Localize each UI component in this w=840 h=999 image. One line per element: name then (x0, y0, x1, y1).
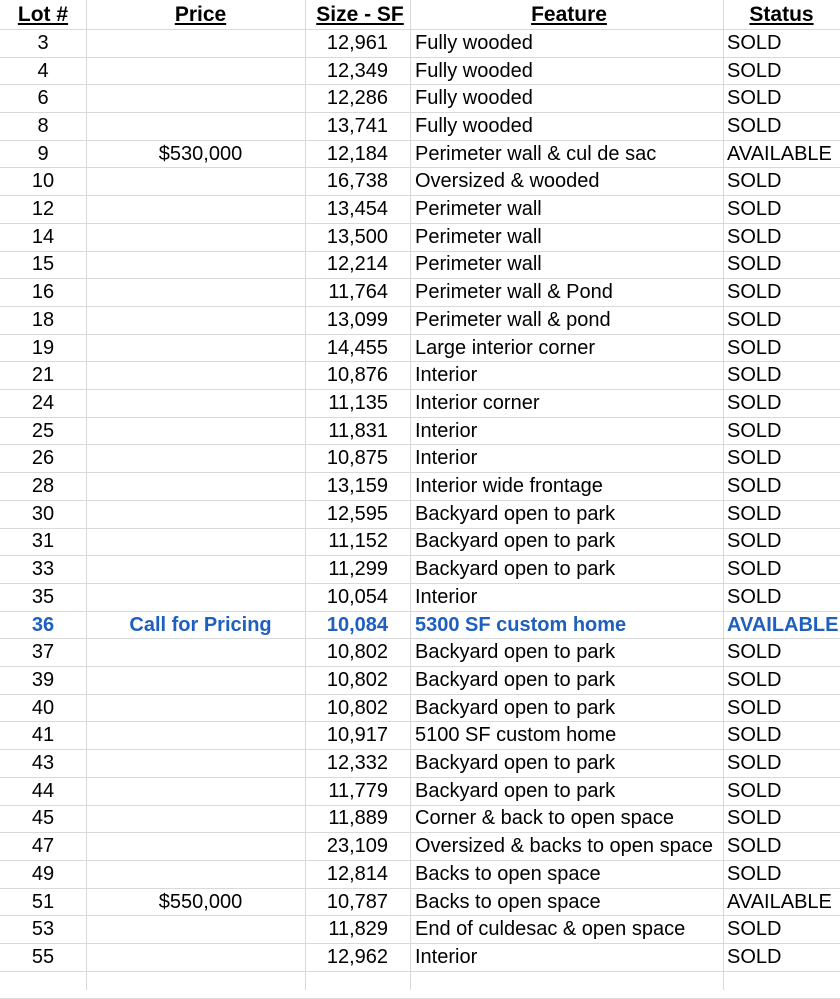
cell-price[interactable] (86, 723, 315, 750)
cell-feature[interactable]: Interior (415, 585, 478, 608)
table-row (0, 30, 840, 58)
cell-price[interactable] (86, 833, 315, 860)
cell-status[interactable]: SOLD (727, 31, 782, 54)
table-row (0, 806, 840, 834)
cell-price[interactable] (86, 335, 315, 362)
cell-status[interactable]: SOLD (727, 530, 782, 553)
table-row (0, 639, 840, 667)
cell-size[interactable]: 10,917 (326, 724, 388, 747)
cell-lot[interactable]: 53 (31, 918, 55, 941)
cell-feature[interactable]: Interior (415, 364, 478, 387)
table-row (0, 362, 840, 390)
header-lot[interactable]: Lot # (17, 2, 69, 26)
cell-status[interactable]: SOLD (727, 585, 782, 608)
cell-feature[interactable]: Fully wooded (415, 114, 533, 137)
table-row (0, 612, 840, 640)
cell-price[interactable] (86, 861, 315, 888)
cell-feature[interactable]: Backyard open to park (415, 779, 616, 802)
table-row (0, 390, 840, 418)
cell-lot[interactable]: 14 (31, 225, 55, 248)
cell-feature[interactable]: 5100 SF custom home (415, 724, 617, 747)
cell-price[interactable] (86, 667, 315, 694)
cell-lot[interactable]: 45 (31, 807, 55, 830)
cell-price[interactable] (86, 806, 315, 833)
cell-size[interactable]: 11,779 (328, 779, 388, 802)
table-row (0, 58, 840, 86)
cell-feature[interactable]: Backyard open to park (415, 668, 616, 691)
cell-feature[interactable]: Interior wide frontage (415, 475, 603, 498)
cell-price[interactable] (86, 529, 315, 556)
table-row (0, 556, 840, 584)
cell-size[interactable]: 13,741 (326, 114, 388, 137)
cell-feature[interactable]: Perimeter wall (415, 198, 542, 221)
cell-size[interactable]: 12,214 (326, 253, 388, 276)
cell-status[interactable]: SOLD (727, 225, 782, 248)
table-row (0, 861, 840, 889)
cell-status[interactable]: SOLD (727, 87, 782, 110)
cell-price[interactable] (86, 224, 315, 251)
cell-lot[interactable]: 37 (31, 641, 55, 664)
table-row (0, 418, 840, 446)
table-row (0, 529, 840, 557)
cell-lot[interactable]: 30 (31, 502, 55, 525)
cell-size[interactable]: 10,802 (326, 641, 388, 664)
header-status[interactable]: Status (749, 2, 814, 26)
table-row (0, 446, 840, 474)
cell-price[interactable] (86, 695, 315, 722)
cell-size[interactable]: 10,875 (326, 447, 388, 470)
cell-lot[interactable]: 55 (31, 945, 55, 968)
cell-feature[interactable]: Interior (415, 945, 478, 968)
cell-price[interactable] (86, 85, 315, 112)
cell-price[interactable] (86, 252, 315, 279)
cell-feature[interactable]: Backyard open to park (415, 641, 616, 664)
cell-status[interactable]: SOLD (727, 475, 782, 498)
cell-price[interactable] (86, 446, 315, 473)
table-row (0, 279, 840, 307)
cell-size[interactable]: 11,889 (328, 807, 388, 830)
cell-lot[interactable]: 16 (31, 281, 55, 304)
cell-lot[interactable]: 44 (31, 779, 55, 802)
cell-feature[interactable]: Large interior corner (415, 336, 596, 359)
cell-status[interactable]: SOLD (727, 281, 782, 304)
cell-status[interactable]: SOLD (727, 641, 782, 664)
cell-feature[interactable]: Fully wooded (415, 31, 533, 54)
cell-status[interactable]: SOLD (727, 59, 782, 82)
cell-feature[interactable]: Perimeter wall & cul de sac (415, 142, 657, 165)
cell-price[interactable] (86, 30, 315, 57)
table-row (0, 723, 840, 751)
cell-status[interactable]: SOLD (727, 945, 782, 968)
cell-status[interactable]: SOLD (727, 308, 782, 331)
cell-status[interactable]: SOLD (727, 502, 782, 525)
cell-lot[interactable]: 24 (31, 391, 55, 414)
cell-status[interactable]: AVAILABLE (727, 613, 839, 636)
cell-price[interactable]: $530,000 (158, 142, 243, 165)
cell-feature[interactable]: Oversized & wooded (415, 170, 600, 193)
cell-status[interactable]: SOLD (727, 668, 782, 691)
cell-size[interactable]: 12,814 (326, 862, 388, 885)
cell-size[interactable]: 12,595 (326, 502, 388, 525)
cell-feature[interactable]: Perimeter wall & pond (415, 308, 611, 331)
cell-status[interactable]: SOLD (727, 862, 782, 885)
table-row (0, 944, 840, 972)
cell-status[interactable]: SOLD (727, 835, 782, 858)
cell-lot[interactable]: 21 (31, 364, 55, 387)
cell-size[interactable]: 10,876 (326, 364, 388, 387)
cell-feature[interactable]: End of culdesac & open space (415, 918, 686, 941)
cell-lot[interactable]: 40 (31, 696, 55, 719)
cell-status[interactable]: SOLD (727, 419, 782, 442)
cell-price[interactable] (86, 473, 315, 500)
cell-lot[interactable]: 18 (31, 308, 55, 331)
cell-feature[interactable]: Interior (415, 419, 478, 442)
cell-size[interactable]: 13,099 (326, 308, 388, 331)
cell-lot[interactable]: 33 (31, 558, 55, 581)
table-row (0, 584, 840, 612)
table-row (0, 667, 840, 695)
table-row (0, 169, 840, 197)
cell-status[interactable]: SOLD (727, 807, 782, 830)
cell-price[interactable] (86, 279, 315, 306)
table-row (0, 224, 840, 252)
cell-lot[interactable]: 28 (31, 475, 55, 498)
empty-row (0, 972, 840, 999)
table-row (0, 252, 840, 280)
cell-price[interactable] (86, 639, 315, 666)
cell-status[interactable]: AVAILABLE (727, 142, 832, 165)
cell-feature[interactable]: Backyard open to park (415, 752, 616, 775)
cell-status[interactable]: SOLD (727, 198, 782, 221)
cell-lot[interactable]: 19 (31, 336, 55, 359)
cell-lot[interactable]: 31 (31, 530, 55, 553)
cell-lot[interactable]: 35 (31, 585, 55, 608)
cell-feature[interactable]: Interior corner (415, 391, 540, 414)
cell-size[interactable]: 23,109 (326, 835, 388, 858)
cell-status[interactable]: SOLD (727, 336, 782, 359)
cell-price[interactable] (86, 501, 315, 528)
cell-feature[interactable]: Backyard open to park (415, 696, 616, 719)
cell-feature[interactable]: Fully wooded (415, 87, 533, 110)
cell-price[interactable] (86, 750, 315, 777)
cell-lot[interactable]: 51 (31, 890, 55, 913)
cell-feature[interactable]: Oversized & backs to open space (415, 835, 713, 858)
cell-size[interactable]: 12,962 (326, 945, 388, 968)
table-row (0, 889, 840, 917)
cell-feature[interactable]: Perimeter wall (415, 253, 542, 276)
cell-price[interactable] (86, 944, 315, 971)
cell-lot[interactable]: 49 (31, 862, 55, 885)
table-row (0, 113, 840, 141)
table-row (0, 501, 840, 529)
cell-size[interactable]: 11,152 (328, 530, 388, 553)
cell-size[interactable]: 10,054 (326, 585, 388, 608)
cell-status[interactable]: SOLD (727, 696, 782, 719)
table-row (0, 335, 840, 363)
cell-price[interactable] (86, 169, 315, 196)
cell-size[interactable]: 12,286 (326, 87, 388, 110)
cell-status[interactable]: SOLD (727, 779, 782, 802)
cell-lot[interactable]: 8 (37, 114, 49, 137)
cell-status[interactable]: SOLD (727, 447, 782, 470)
cell-price[interactable] (86, 556, 315, 583)
header-size[interactable]: Size - SF (316, 2, 404, 26)
cell-lot[interactable]: 15 (31, 253, 55, 276)
cell-status[interactable]: SOLD (727, 391, 782, 414)
cell-lot[interactable]: 36 (31, 613, 55, 636)
cell-feature[interactable]: 5300 SF custom home (415, 613, 627, 636)
cell-lot[interactable]: 43 (31, 752, 55, 775)
cell-status[interactable]: SOLD (727, 364, 782, 387)
cell-size[interactable]: 11,829 (328, 918, 388, 941)
cell-size[interactable]: 12,332 (326, 752, 388, 775)
header-row (0, 0, 840, 30)
cell-status[interactable]: SOLD (727, 724, 782, 747)
cell-feature[interactable]: Backyard open to park (415, 558, 616, 581)
cell-lot[interactable]: 10 (31, 170, 55, 193)
table-row (0, 778, 840, 806)
cell-price[interactable] (86, 362, 315, 389)
cell-feature[interactable]: Perimeter wall & Pond (415, 281, 613, 304)
cell-price[interactable] (86, 584, 315, 611)
cell-price[interactable] (86, 916, 315, 943)
cell-size[interactable]: 11,764 (328, 281, 388, 304)
cell-status[interactable]: SOLD (727, 752, 782, 775)
cell-size[interactable]: 11,299 (328, 558, 388, 581)
cell-lot[interactable]: 6 (37, 87, 49, 110)
cell-status[interactable]: SOLD (727, 918, 782, 941)
cell-size[interactable]: 10,802 (326, 696, 388, 719)
cell-price[interactable] (86, 307, 315, 334)
cell-price[interactable] (86, 58, 315, 85)
cell-lot[interactable]: 39 (31, 668, 55, 691)
table-row (0, 750, 840, 778)
cell-feature[interactable]: Backyard open to park (415, 502, 616, 525)
cell-price[interactable] (86, 113, 315, 140)
cell-lot[interactable]: 47 (31, 835, 55, 858)
table-row (0, 473, 840, 501)
header-price[interactable]: Price (174, 2, 227, 26)
table-row (0, 833, 840, 861)
cell-price[interactable] (86, 418, 315, 445)
cell-size[interactable]: 12,349 (326, 59, 388, 82)
cell-status[interactable]: AVAILABLE (727, 890, 832, 913)
cell-price[interactable] (86, 390, 315, 417)
cell-size[interactable]: 13,500 (326, 225, 388, 248)
cell-size[interactable]: 12,961 (326, 31, 388, 54)
cell-feature[interactable]: Perimeter wall (415, 225, 542, 248)
header-feature[interactable]: Feature (531, 2, 607, 26)
cell-feature[interactable]: Fully wooded (415, 59, 533, 82)
cell-price[interactable] (86, 778, 315, 805)
cell-size[interactable]: 11,135 (328, 391, 388, 414)
cell-feature[interactable]: Backyard open to park (415, 530, 616, 553)
cell-status[interactable]: SOLD (727, 253, 782, 276)
cell-lot[interactable]: 41 (31, 724, 55, 747)
table-row (0, 307, 840, 335)
cell-lot[interactable]: 12 (31, 198, 55, 221)
cell-size[interactable]: 10,802 (326, 668, 388, 691)
cell-size[interactable]: 12,184 (326, 142, 388, 165)
table-row (0, 141, 840, 169)
cell-size[interactable]: 10,084 (326, 613, 388, 636)
cell-price[interactable]: $550,000 (158, 890, 243, 913)
cell-status[interactable]: SOLD (727, 114, 782, 137)
cell-status[interactable]: SOLD (727, 558, 782, 581)
cell-size[interactable]: 13,159 (326, 475, 388, 498)
cell-feature[interactable]: Corner & back to open space (415, 807, 675, 830)
table-row (0, 695, 840, 723)
table-row (0, 196, 840, 224)
cell-feature[interactable]: Backs to open space (415, 890, 601, 913)
cell-size[interactable]: 13,454 (326, 198, 388, 221)
cell-price[interactable] (86, 196, 315, 223)
cell-feature[interactable]: Interior (415, 447, 478, 470)
cell-feature[interactable]: Backs to open space (415, 862, 601, 885)
table-row (0, 916, 840, 944)
cell-size[interactable]: 11,831 (328, 419, 388, 442)
cell-lot[interactable]: 4 (37, 59, 49, 82)
cell-lot[interactable]: 25 (31, 419, 55, 442)
cell-lot[interactable]: 26 (31, 447, 55, 470)
cell-size[interactable]: 14,455 (326, 336, 388, 359)
cell-size[interactable]: 16,738 (326, 170, 388, 193)
table-row (0, 85, 840, 113)
cell-lot[interactable]: 9 (37, 142, 49, 165)
cell-status[interactable]: SOLD (727, 170, 782, 193)
cell-lot[interactable]: 3 (37, 31, 49, 54)
cell-size[interactable]: 10,787 (326, 890, 388, 913)
cell-price[interactable]: Call for Pricing (129, 613, 272, 636)
